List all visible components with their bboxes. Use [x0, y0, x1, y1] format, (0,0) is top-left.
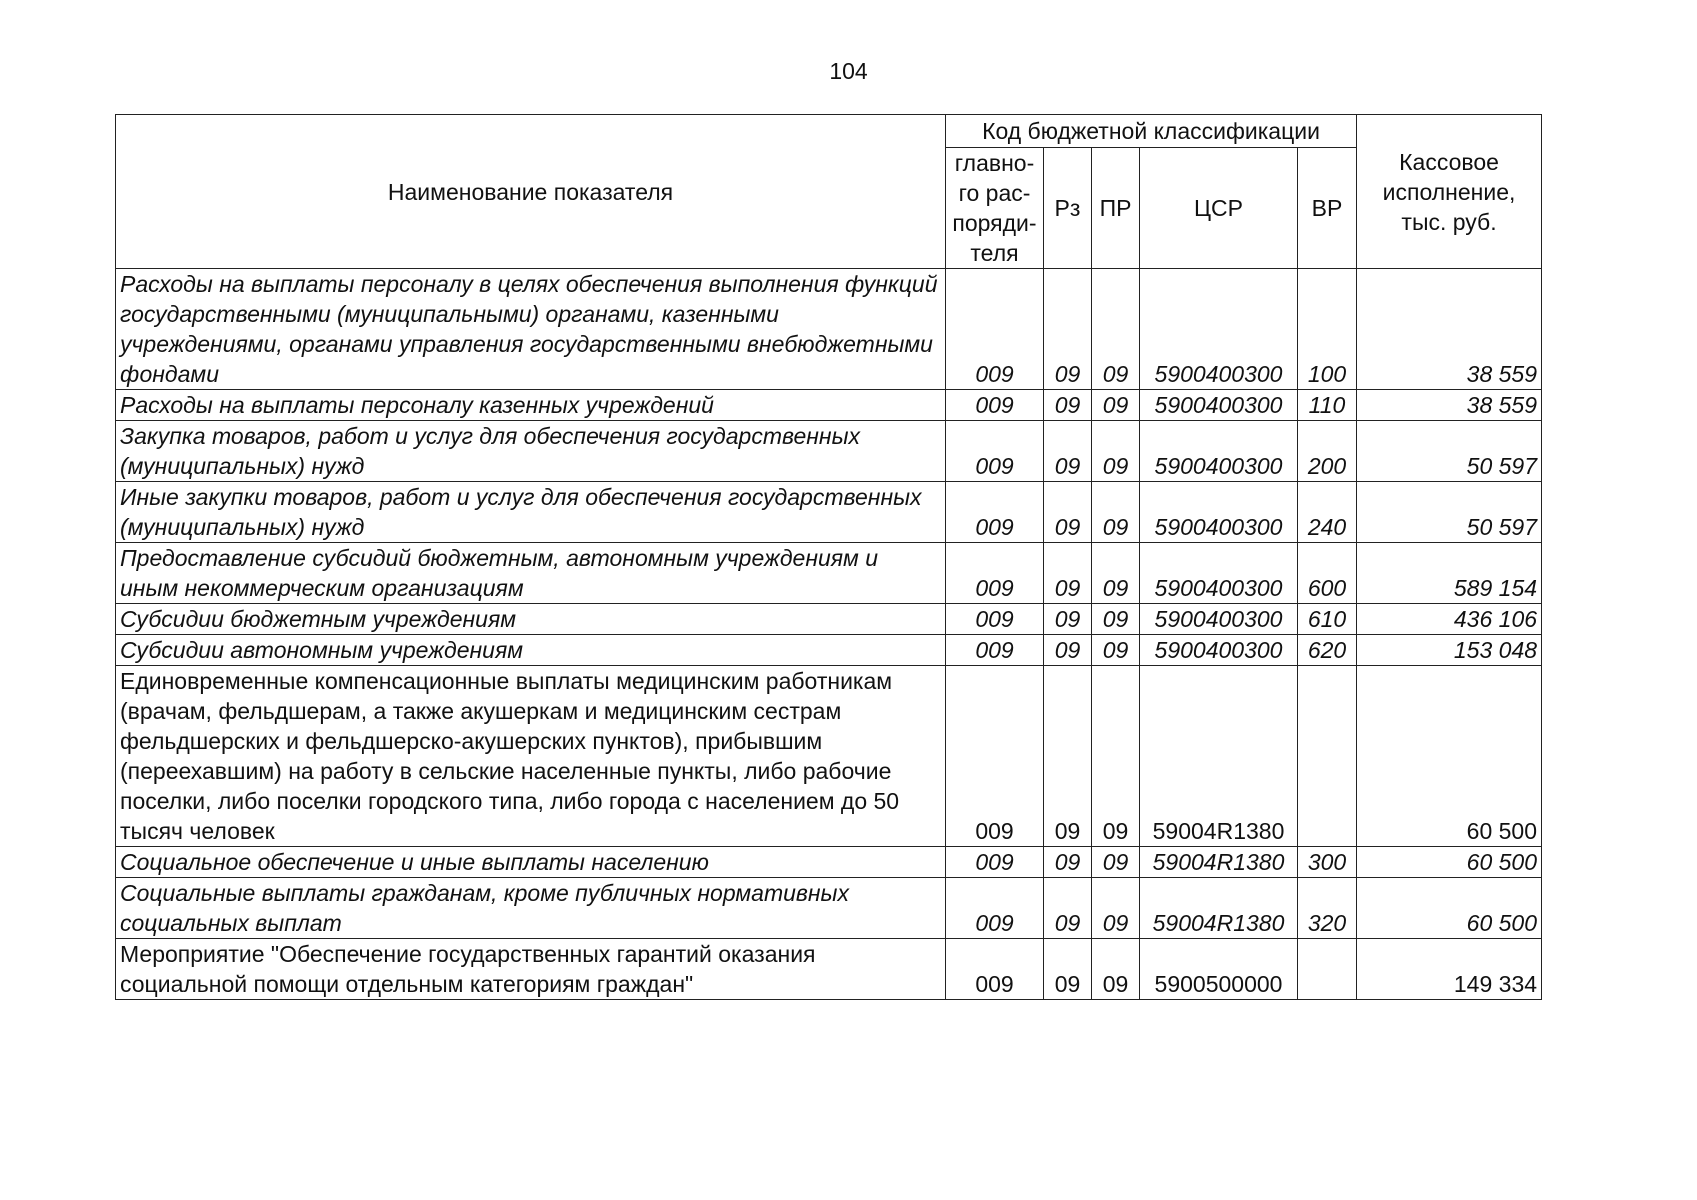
row-amount: 149 334	[1357, 939, 1542, 1000]
row-name: Субсидии бюджетным учреждениям	[116, 604, 946, 635]
row-amount: 60 500	[1357, 847, 1542, 878]
row-main-admin: 009	[946, 543, 1044, 604]
row-amount: 60 500	[1357, 666, 1542, 847]
row-rz: 09	[1044, 482, 1092, 543]
row-vr: 320	[1298, 878, 1357, 939]
row-vr: 240	[1298, 482, 1357, 543]
header-pr: ПР	[1092, 148, 1140, 269]
row-name: Закупка товаров, работ и услуг для обеспечения государственных (муниципальных) нужд	[116, 421, 946, 482]
header-code-group: Код бюджетной классификации	[946, 115, 1357, 148]
row-csr: 5900400300	[1140, 604, 1298, 635]
table-row	[116, 635, 1542, 666]
row-vr	[1298, 939, 1357, 1000]
row-main-admin: 009	[946, 666, 1044, 847]
row-vr	[1298, 666, 1357, 847]
row-name: Расходы на выплаты персоналу казенных учреждений	[116, 390, 946, 421]
row-csr: 5900400300	[1140, 390, 1298, 421]
row-main-admin: 009	[946, 878, 1044, 939]
table-row	[116, 543, 1542, 604]
row-main-admin: 009	[946, 847, 1044, 878]
table-row	[116, 390, 1542, 421]
row-rz: 09	[1044, 939, 1092, 1000]
budget-table	[115, 114, 1542, 1000]
table-row	[116, 878, 1542, 939]
row-csr: 59004R1380	[1140, 666, 1298, 847]
header-main-admin: главно-го рас-поряди-теля	[946, 148, 1044, 269]
row-amount: 153 048	[1357, 635, 1542, 666]
row-pr: 09	[1092, 421, 1140, 482]
table-body	[116, 269, 1542, 1000]
row-main-admin: 009	[946, 269, 1044, 390]
row-main-admin: 009	[946, 421, 1044, 482]
row-rz: 09	[1044, 604, 1092, 635]
row-csr: 59004R1380	[1140, 847, 1298, 878]
row-vr: 100	[1298, 269, 1357, 390]
row-name: Мероприятие "Обеспечение государственных гарантий оказания социальной помощи отдельным категориям граждан"	[116, 939, 946, 1000]
row-rz: 09	[1044, 847, 1092, 878]
row-main-admin: 009	[946, 390, 1044, 421]
row-vr: 300	[1298, 847, 1357, 878]
row-pr: 09	[1092, 939, 1140, 1000]
table-row	[116, 847, 1542, 878]
row-rz: 09	[1044, 390, 1092, 421]
row-name: Социальное обеспечение и иные выплаты населению	[116, 847, 946, 878]
row-pr: 09	[1092, 878, 1140, 939]
row-rz: 09	[1044, 543, 1092, 604]
header-rz: Рз	[1044, 148, 1092, 269]
row-pr: 09	[1092, 543, 1140, 604]
row-rz: 09	[1044, 269, 1092, 390]
row-main-admin: 009	[946, 604, 1044, 635]
row-amount: 589 154	[1357, 543, 1542, 604]
row-amount: 38 559	[1357, 269, 1542, 390]
row-name: Единовременные компенсационные выплаты медицинским работникам (врачам, фельдшерам, а также акушеркам и медицинским сестрам фельдшерских и фельдшерско-акушерских пунктов), прибывшим (переехавшим) на работу в сельские населенные пункты, либо рабочие поселки, либо поселки городского типа, либо города с населением до 50 тысяч человек	[116, 666, 946, 847]
row-rz: 09	[1044, 666, 1092, 847]
row-pr: 09	[1092, 666, 1140, 847]
row-rz: 09	[1044, 878, 1092, 939]
row-rz: 09	[1044, 635, 1092, 666]
row-csr: 59004R1380	[1140, 878, 1298, 939]
page-number: 104	[829, 58, 868, 84]
row-main-admin: 009	[946, 939, 1044, 1000]
table-row	[116, 604, 1542, 635]
row-vr: 600	[1298, 543, 1357, 604]
row-rz: 09	[1044, 421, 1092, 482]
row-amount: 60 500	[1357, 878, 1542, 939]
header-name: Наименование показателя	[116, 115, 946, 269]
table-row	[116, 939, 1542, 1000]
row-vr: 610	[1298, 604, 1357, 635]
row-name: Социальные выплаты гражданам, кроме публичных нормативных социальных выплат	[116, 878, 946, 939]
row-name: Субсидии автономным учреждениям	[116, 635, 946, 666]
row-pr: 09	[1092, 847, 1140, 878]
row-amount: 50 597	[1357, 421, 1542, 482]
row-pr: 09	[1092, 390, 1140, 421]
row-amount: 38 559	[1357, 390, 1542, 421]
row-csr: 5900400300	[1140, 635, 1298, 666]
row-csr: 5900400300	[1140, 543, 1298, 604]
row-amount: 436 106	[1357, 604, 1542, 635]
row-pr: 09	[1092, 635, 1140, 666]
row-amount: 50 597	[1357, 482, 1542, 543]
row-csr: 5900400300	[1140, 482, 1298, 543]
header-amount: Кассовое исполнение, тыс. руб.	[1357, 115, 1542, 269]
row-vr: 110	[1298, 390, 1357, 421]
row-csr: 5900400300	[1140, 269, 1298, 390]
row-vr: 200	[1298, 421, 1357, 482]
row-main-admin: 009	[946, 635, 1044, 666]
table-row	[116, 666, 1542, 847]
header-vr: ВР	[1298, 148, 1357, 269]
table-row	[116, 421, 1542, 482]
table-row	[116, 269, 1542, 390]
row-name: Расходы на выплаты персоналу в целях обеспечения выполнения функций государственными (муниципальными) органами, казенными учреждениями, органами управления государственными внебюджетными фондами	[116, 269, 946, 390]
row-name: Предоставление субсидий бюджетным, автономным учреждениям и иным некоммерческим организациям	[116, 543, 946, 604]
row-name: Иные закупки товаров, работ и услуг для обеспечения государственных (муниципальных) нужд	[116, 482, 946, 543]
table-row	[116, 482, 1542, 543]
row-pr: 09	[1092, 269, 1140, 390]
row-vr: 620	[1298, 635, 1357, 666]
row-main-admin: 009	[946, 482, 1044, 543]
header-csr: ЦСР	[1140, 148, 1298, 269]
row-pr: 09	[1092, 604, 1140, 635]
row-pr: 09	[1092, 482, 1140, 543]
row-csr: 5900500000	[1140, 939, 1298, 1000]
row-csr: 5900400300	[1140, 421, 1298, 482]
